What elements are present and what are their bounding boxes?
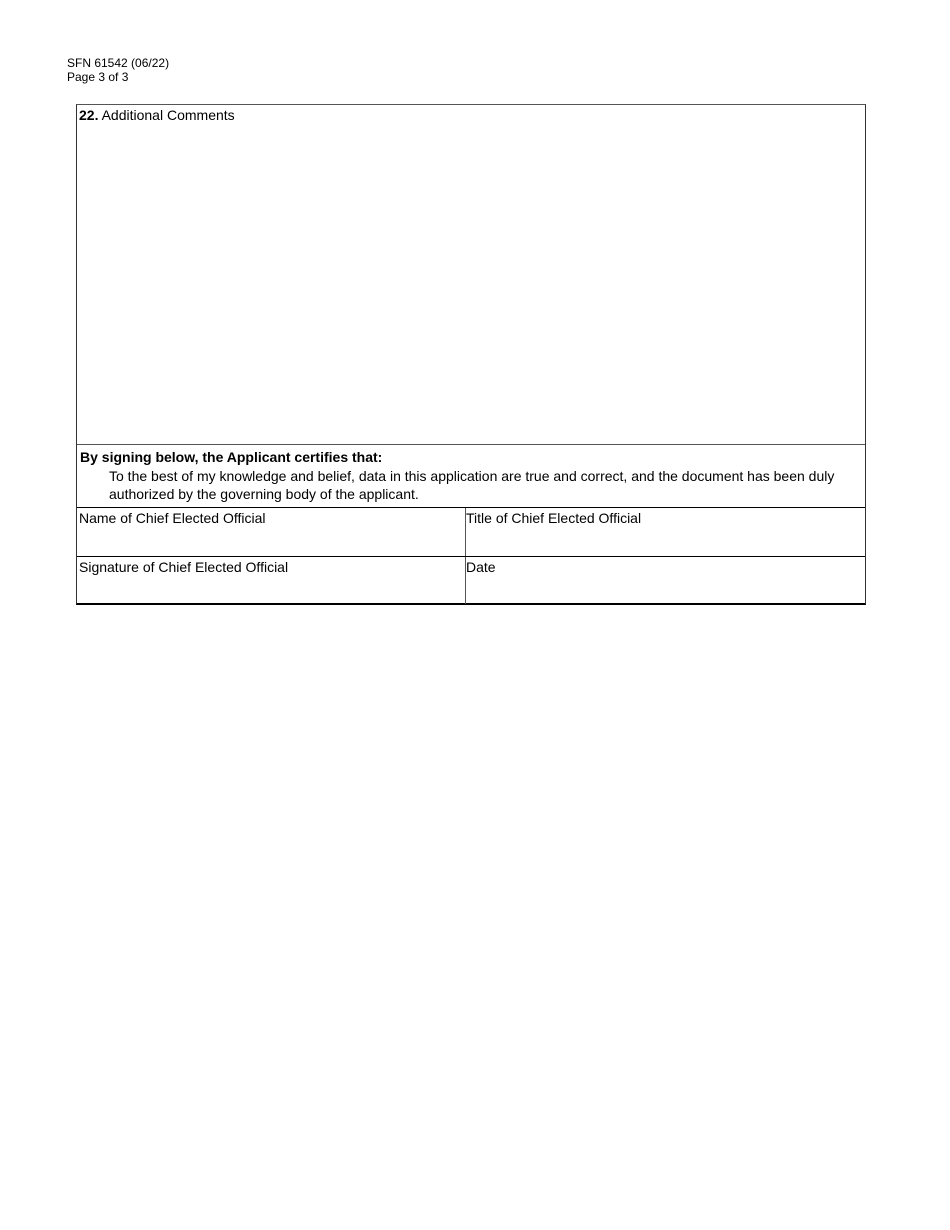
form-box [76,104,866,605]
certification-statement: To the best of my knowledge and belief, data in this application are true and correct, and the document has been duly authorized by the governing body of the applicant. [109,468,835,502]
official-title-label: Title of Chief Elected Official [466,510,642,526]
section-title: Additional Comments [101,107,235,123]
signature-cell [77,557,466,604]
official-name-cell [77,508,466,556]
additional-comments-section [77,105,865,445]
additional-comments-input[interactable] [81,127,861,440]
signature-label: Signature of Chief Elected Official [79,559,289,575]
official-name-input[interactable] [81,530,461,550]
page-number: Page 3 of 3 [67,70,129,84]
form-number: SFN 61542 (06/22) [67,56,170,70]
official-name-label: Name of Chief Elected Official [79,510,266,526]
signature-input[interactable] [81,579,461,599]
certification-heading: By signing below, the Applicant certifies that: [80,449,383,465]
page-header [67,56,169,84]
certification-section [77,445,865,508]
official-title-input[interactable] [470,530,861,550]
date-cell [466,557,865,604]
additional-comments-label [79,107,235,123]
official-name-title-row [77,508,865,557]
section-number: 22. [79,107,99,123]
signature-date-row [77,557,865,604]
date-input[interactable] [470,579,861,599]
official-title-cell [466,508,865,556]
date-label: Date [466,559,496,575]
